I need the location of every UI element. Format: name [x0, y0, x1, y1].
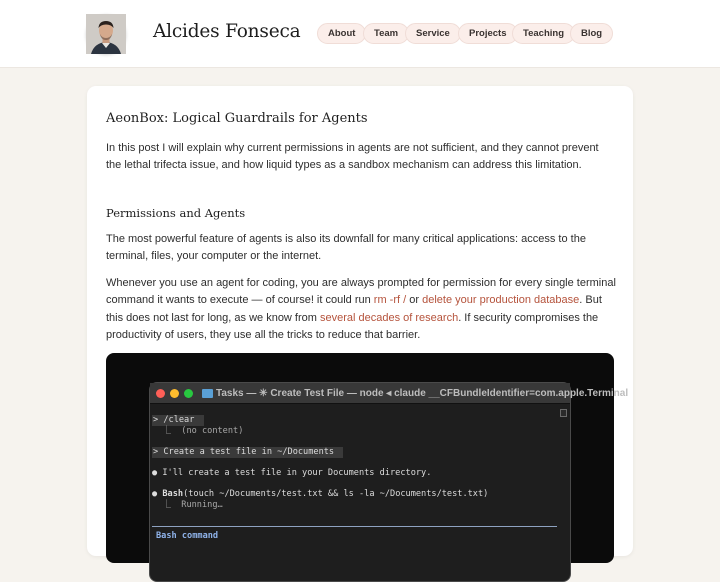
nav-service[interactable]: Service — [405, 23, 461, 44]
section-heading: Permissions and Agents — [106, 206, 246, 220]
paragraph-permission-prompts — [106, 275, 616, 344]
terminal-line: Bash command — [156, 531, 219, 541]
link-decades-of-research[interactable]: several decades of research — [320, 311, 459, 324]
terminal-line: ⎿ Running… — [152, 500, 223, 510]
nav-about[interactable]: About — [317, 23, 366, 44]
post-card — [87, 86, 633, 556]
paragraph-text: or — [406, 294, 423, 307]
terminal-line: > /clear — [152, 415, 204, 426]
terminal-line: ● Bash(touch ~/Documents/test.txt && ls -la ~/Documents/test.txt) — [152, 489, 489, 499]
nav-projects[interactable]: Projects — [458, 23, 518, 44]
nav-blog[interactable]: Blog — [570, 23, 613, 44]
terminal-line: ⎿ (no content) — [152, 426, 244, 436]
scrollbar-icon — [560, 409, 567, 417]
paragraph-text: . If security compromises the productivity of users, they use all the tricks to reduce that barrier. — [106, 311, 599, 341]
terminal-line: ● I'll create a test file in your Documents directory. — [152, 468, 432, 478]
nav-team[interactable]: Team — [363, 23, 409, 44]
minimize-window-icon — [170, 389, 179, 398]
maximize-window-icon — [184, 389, 193, 398]
terminal-title: Tasks — ✳ Create Test File — node ◂ claude __CFBundleIdentifier=com.apple.Terminal — [216, 388, 629, 399]
author-avatar[interactable] — [86, 14, 126, 54]
link-rm-rf[interactable]: rm -rf / — [373, 294, 407, 307]
site-title[interactable]: Alcides Fonseca — [153, 21, 301, 42]
post-intro: In this post I will explain why current permissions in agents are not sufficient, and they cannot prevent the lethal trifecta issue, and how liquid types as a sandbox mechanism can address this limitation. — [106, 142, 599, 172]
terminal-divider — [152, 526, 557, 527]
link-delete-production-database[interactable]: delete your production database — [422, 294, 580, 307]
paragraph-text: Whenever you use an agent for coding, you are always prompted for permission for every single terminal command it wants to execute — of course! it could run — [106, 277, 616, 307]
nav-teaching[interactable]: Teaching — [512, 23, 575, 44]
author-photo — [86, 14, 126, 54]
terminal-titlebar — [150, 383, 629, 404]
site-header — [0, 0, 720, 68]
paragraph-text: . But this does not last for long, as we know from — [106, 294, 602, 324]
terminal-line: > Create a test file in ~/Documents — [152, 447, 343, 458]
terminal-command: (touch ~/Documents/test.txt && ls -la ~/Documents/test.txt) — [183, 489, 489, 499]
terminal-window — [149, 382, 629, 582]
terminal-tool-name: Bash — [162, 489, 184, 499]
close-window-icon — [156, 389, 165, 398]
paragraph-permissions: The most powerful feature of agents is also its downfall for many critical applications: access to the terminal, files, your computer or the internet. — [106, 233, 586, 263]
folder-icon — [202, 389, 213, 398]
terminal-screenshot — [106, 353, 629, 563]
post-title: AeonBox: Logical Guardrails for Agents — [106, 111, 368, 126]
